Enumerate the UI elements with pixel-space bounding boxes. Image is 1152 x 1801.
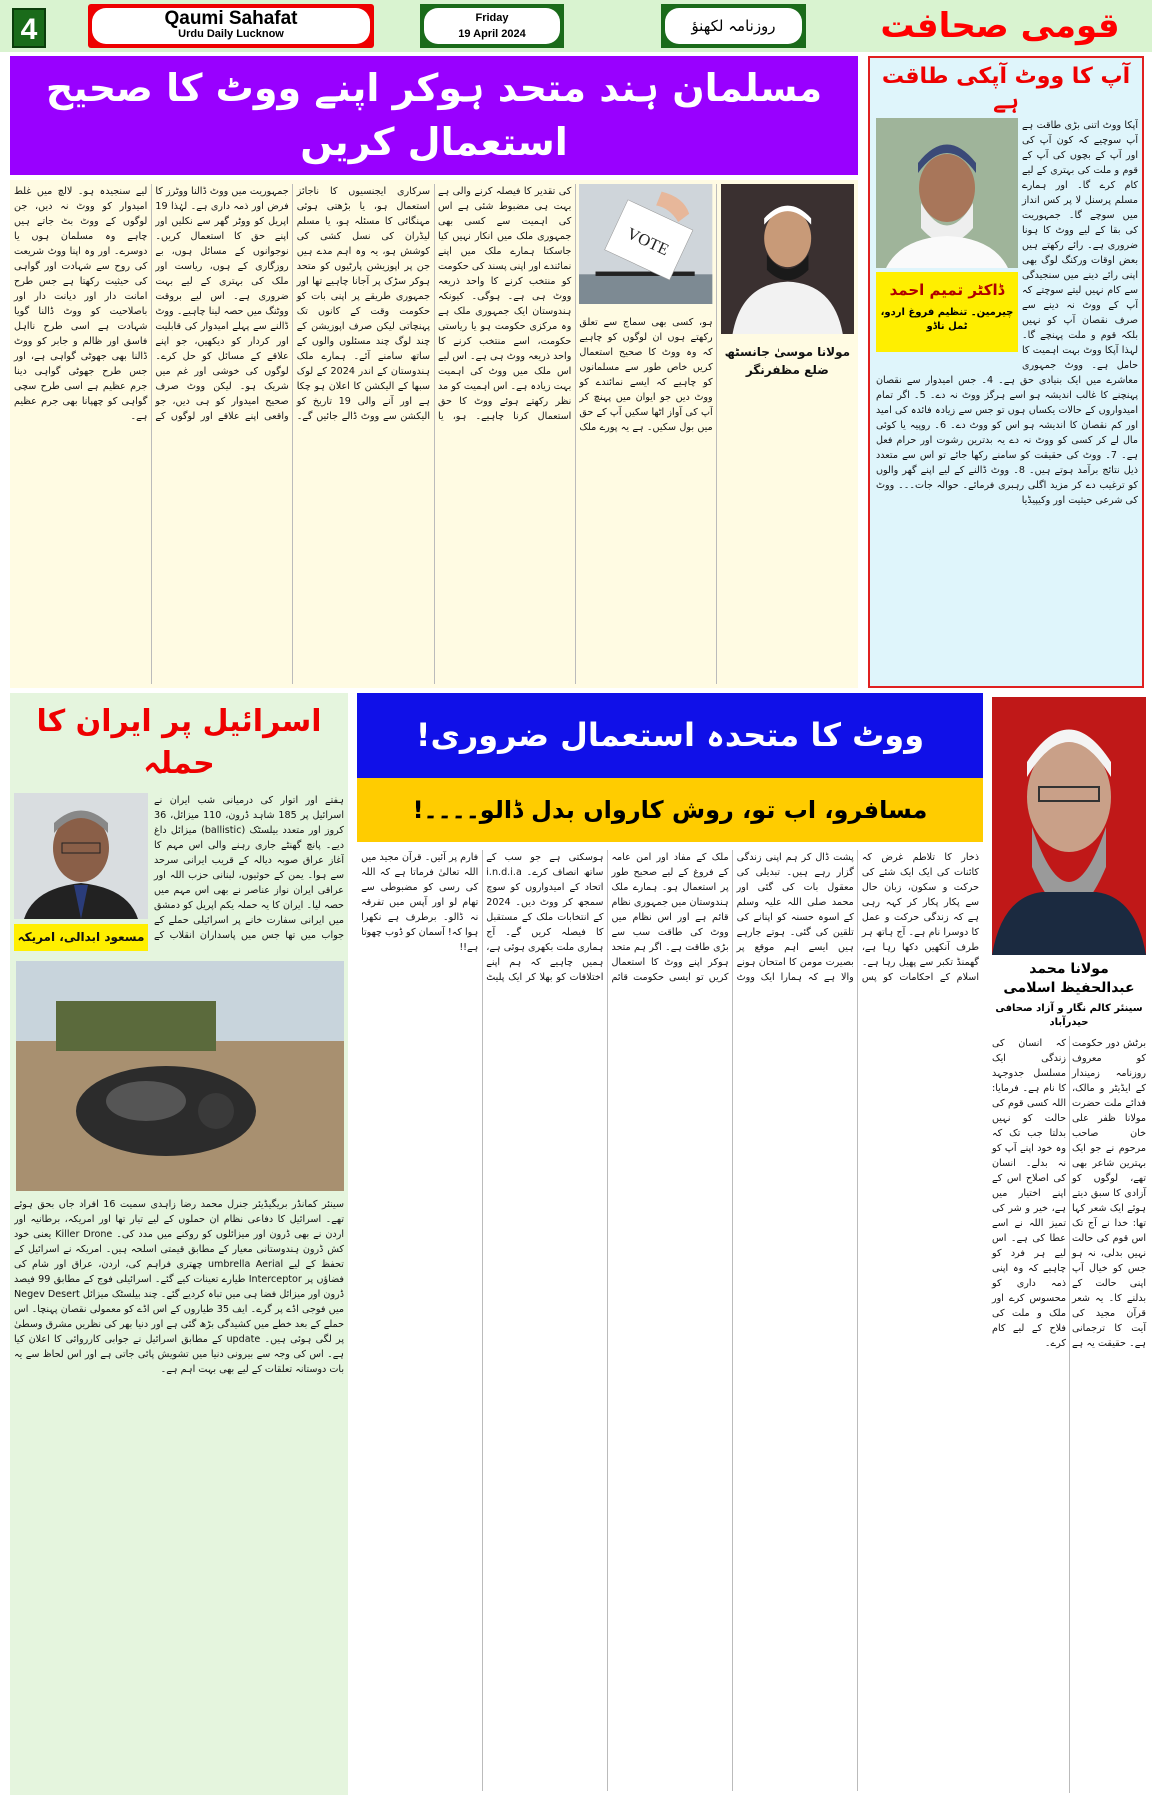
right-author-byline: مولانا محمد عبدالحفیظ اسلامی xyxy=(1003,961,1135,996)
vote-image-text: VOTE xyxy=(624,223,673,260)
sidebar-title: آپ کا ووٹ آپکی طاقت ہے xyxy=(881,64,1131,114)
left-article-text: ہفتے اور اتوار کی درمیانی شب ایران نے اسرائیل پر 185 شاہد ڈرون، 110 میزائل، 36 کروز اور متعدد بیلسٹک (ballistic) میزائل داغ دیے۔ پانچ گھنٹے جاری رہنے والی اس مہم کا آغاز عراق صوبہ دیالہ کے قریب ایرانی سرحد سے ہوا۔ یمن کے حوثیوں، لبنانی حزب اللہ اور عراقی ایران نواز عناصر نے بھی اس مہم میں حصہ لیا۔ ایران کا یہ حملہ یکم اپریل کو دمشق میں ایرانی سفارت خانے پر اسرائیلی حملے کے جواب میں تھا جس میں پاسداران انقلاب کے سینئر کمانڈر بریگیڈیئر جنرل محمد رضا زاہدی سمیت 16 افراد جاں بحق ہوئے تھے۔ اسرائیل کا دفاعی نظام ان حملوں کے لیے تیار تھا اور امریکہ، برطانیہ اور اردن نے بھی ڈرون اور میزائلوں کو روکنے میں مدد کی۔ Killer Drone یعنی خود کش ڈرون ہندوستانی معیار کے مطابق قیمتی اسلحہ ہیں۔ امریکہ نے اسرائیل کے تحفظ کے لیے umbrella Aerial چھتری فراہم کی، اردن، عراق اور شام کی فضاؤں پر Interceptor طیارے تعینات کیے گئے۔ اسرائیلی فوج کے مطابق 99 فیصد ڈرون اور میزائل فضا ہی میں تباہ کردیے گئے۔ چند بیلسٹک میزائل Negev Desert میں فوجی اڈے پر گرے۔ ایف 35 طیاروں کے اس اڈے کو معمولی نقصان پہنچا۔ اس حملے کے بعد خطے میں کشیدگی بڑھ گئی ہے اور دنیا بھر کی نظریں مشرق وسطیٰ پر لگی ہوئی ہیں۔ update کے مطابق اسرائیل نے جوابی کارروائی کا اعلان کیا ہے۔ اس کی وجہ سے بیرونی دنیا میں تشویش پائی جاتی ہے اور اس لحاظ سے یہ بات دوستانہ تعلقات کے لیے بھی بہت اہم ہے۔ xyxy=(14,795,344,1375)
date-box xyxy=(420,4,564,48)
sidebar-author-photo xyxy=(876,118,1018,268)
brand-logo-urdu: قومی صحافت xyxy=(880,6,1120,46)
left-author-photo xyxy=(14,793,148,919)
rozname-label: روزنامہ لکھنؤ xyxy=(665,8,802,44)
sidebar-byline-role: چیرمین۔ تنظیم فروغ اردو، ٹمل ناڈو xyxy=(880,307,1014,332)
top-article-text: ہو، کسی بھی سماج سے تعلق رکھتے ہوں ان لوگوں کو چاہیے کہ وہ ووٹ کا صحیح استعمال کریں خاص طور سے مسلمانوں کو چاہیے کہ ایسے نمائندے کو ووٹ دیں جو ایوان میں پہنچ کر آپ کی آواز اٹھا سکیں آپ کے حق میں بول سکیں۔ ہے یہ پورے ملک کی تقدیر کا فیصلہ کرنے والی ہے بہت ہی مضبوط شئی ہے اس کی اہمیت سے کسی بھی جمہوری ملک میں انکار نہیں کیا جاسکتا ہمارے ملک میں اپنے نمائندے اور اپنی پسند کی حکومت کو منتخب کرنے کا واحد ذریعہ ووٹ ہی ہے۔ ہوگی۔ کیونکہ ہندوستان ایک جمہوری ملک ہے وہ مرکزی حکومت ہو یا ریاستی حکومت، اسے منتخب کرنے کا واحد ذریعہ ووٹ ہی ہے۔ اس لیے اس ملک میں ووٹ کی اہمیت بہت زیادہ ہے۔ اس اہمیت کو مد نظر رکھتے ہوئے ووٹ کا حق استعمال کرنا چاہیے۔ ہو، یا سرکاری ایجنسیوں کا ناجائز استعمال ہو، یا بڑھتی ہوئی مہنگائی کا مسئلہ ہو، یا مسلم لیڈران کی نسل کشی کی کوشش ہو، یہ وہ اہم مدے ہیں جن پر اپوزیشن پارٹیوں کو متحد ہوکر سڑک پر آجانا چاہیے تھا اور جمہوری طریقے پر اپنی بات کو حکومت وقت کے کانوں تک پہنچاتی لیکن صرف اپوزیشن کے چند لوگ چند مسئلوں والوں کے ساتھ سامنے آئے۔ ہمارے ملک ہندوستان کے اندر 2024 کے لوک سبھا کے الیکشن کا اعلان ہو چکا ہے اور آنے والی 19 تاریخ کو الیکشن سے ووٹ ڈالے جائیں گے۔ جمہوریت میں ووٹ ڈالنا ووٹرز کا فرض اور ذمہ داری ہے۔ لہٰذا 19 اپریل کو ووٹر گھر سے نکلیں اور اپنے حق کا استعمال کریں۔ نوجوانوں کے مسائل ہوں، بے روزگاری کے ہوں، ریاست اور ملک کی بہتری کے لیے بہت ضروری ہے۔ اس لیے بروقت ووٹنگ میں حصہ لینا چاہیے۔ ووٹ ڈالنے سے پہلے امیدوار کی قابلیت اور کردار کو دیکھیں، جو اپنے علاقے کے مسائل کو حل کرے۔ لوگوں کی خوشی اور غم میں شریک ہو۔ لیکن ووٹ صرف صحیح امیدوار کو ہی دیں، جو واقعی اپنے علاقے اور لوگوں کے لیے سنجیدہ ہو۔ لالچ میں غلط امیدوار کو ووٹ نہ دیں، جن لوگوں کے ووٹ بٹ جاتے ہیں چاہے وہ مسلمان ہوں یا دوسرے۔ اور وہ اپنا ووٹ شریعت کی روح سے شہادت اور گواہی کی حیثیت رکھتا ہے جس طرح امانت دار اور دیانت دار اور باصلاحیت کو ووٹ ڈالنا گویا شہادت ہے اسی طرح نااہل فاسق اور ظالم و جابر کو ووٹ ڈالنا بھی جھوٹی گواہی ہے، اور جس طرح جھوٹی گواہی دینا جرم عظیم ہے اسی طرح سچی گواہی کو چھپانا بھی جرم عظیم ہے۔ xyxy=(14,186,713,433)
left-author-photo-block xyxy=(14,793,148,951)
masthead-title: Qaumi Sahafat xyxy=(164,8,298,29)
right-author-subtitle: سینئر کالم نگار و آزاد صحافی حیدرآباد xyxy=(995,1003,1143,1028)
sidebar-article xyxy=(868,56,1144,688)
page-number: 4 xyxy=(12,8,46,48)
sidebar-text: آپکا ووٹ اتنی بڑی طاقت ہے آپ سوچیے کہ کون آپ کی اور آپ کے بچوں کی آپ کے قوم و ملت کی بہتری کے لیے کام کرے گا۔ اور ہمارے مسلم پرسنل لا پر کس انداز میں سوچے گا۔ جمہوریت کی بقا کے لیے ووٹ کا ہونا ضروری ہے۔ رائے رکھتے ہیں بعض اوقات ورکنگ لوگ بھی اپنی رائے دینے میں سنجیدگی سے کام نہیں لیتے سوچتے کہ آپ کے ووٹ نہ دینے سے صرف نقصان آپ کو نہیں بلکہ قوم و ملت پہنچے گا۔ لہذا آپکا ووٹ بہت اہمیت کا حامل ہے۔ ووٹ جمہوری معاشرے میں ایک بنیادی حق ہے۔ 4۔ جس امیدوار سے نقصان پہنچنے کا غالب اندیشہ ہو اسے ہرگز ووٹ نہ دے۔ 5۔ اگر تمام امیدواروں کے حالات یکساں ہوں تو جس سے زیادہ فائدہ کی امید اور کم نقصان کا اندیشہ ہو اس کو ووٹ دے۔ 6۔ روپیہ یا کوئی مال لے کر کسی کو ووٹ نہ دے یہ بدترین رشوت اور حرام فعل ہے۔ 7۔ ووٹ کی حقیقت کو سامنے رکھا جائے تو اس سے متعدد ذیل نتائج برآمد ہوتے ہیں۔ 8۔ ووٹ ڈالنے کے لیے اپنے گھر والوں کو ترغیب دے کر مزید اگلی رہبری فرمائے۔ حوالہ جات۔۔۔ ووٹ کی شرعی حیثیت اور وکیپیڈیا xyxy=(876,120,1138,506)
missile-image xyxy=(14,961,344,1191)
left-author-byline: مسعود ابدالی، امریکہ xyxy=(14,924,148,951)
author-byline: مولانا موسیٰ جانسٹھ ضلع مظفرنگر xyxy=(724,345,851,377)
sidebar-byline-name: ڈاکٹر تمیم احمد xyxy=(889,281,1005,299)
left-article-body xyxy=(14,793,344,1789)
author-photo xyxy=(721,184,854,334)
left-article xyxy=(10,693,348,1795)
right-article-text: برٹش دور حکومت کو معروف روزنامہ زمیندار کے ایڈیٹر و مالک، فدائے ملت حضرت مولانا ظفر علی خان صاحب مرحوم نے جو ایک بہترین شاعر بھی تھے، لوگوں کو آزادی کا سبق دیتے ہوئے ایک شعر کہا تھا: خدا نے آج تک اس قوم کی حالت نہیں بدلی، نہ ہو جس کو خیال آپ اپنی حالت کے بدلنے کا۔ یہ شعر قرآن مجید کی آیت کا ترجمانی ہے۔ حقیقت یہ ہے کہ انسان کی زندگی ایک مسلسل جدوجہد کا نام ہے۔ فرمایا: اللہ کسی قوم کی حالت کو نہیں بدلتا جب تک کہ وہ خود اپنے آپ کو نہ بدلے۔ انسان کی اصلاح اس کے اپنے اختیار میں ہے، خیر و شر کی تمیز اللہ نے اسے عطا کی ہے۔ اس لیے ہر فرد کو چاہیے کہ وہ اپنی ذمہ داری کو محسوس کرے اور ملک و ملت کی فلاح کے لیے کام کرے۔ xyxy=(992,1038,1146,1349)
top-headline: مسلمان ہند متحد ہوکر اپنے ووٹ کا صحیح استعمال کریں xyxy=(10,56,858,175)
masthead-subtitle: Urdu Daily Lucknow xyxy=(178,28,284,40)
rozname-box xyxy=(661,4,806,48)
middle-subheadline: مسافرو، اب تو، روش کارواں بدل ڈالو۔۔۔۔! xyxy=(357,778,983,842)
masthead xyxy=(88,4,374,48)
right-article xyxy=(990,960,1148,1795)
day-label: Friday xyxy=(475,12,509,24)
vote-image xyxy=(579,184,712,309)
top-article-body xyxy=(10,180,858,688)
page-header xyxy=(0,0,1152,52)
right-author-photo xyxy=(992,697,1146,955)
middle-headline: ووٹ کا متحدہ استعمال ضروری! xyxy=(357,693,983,778)
author-photo-block xyxy=(721,184,854,383)
left-headline: اسرائیل پر ایران کا حملہ xyxy=(36,704,322,781)
sidebar-byline xyxy=(876,272,1018,352)
middle-article-body xyxy=(357,846,983,1795)
date-label: 19 April 2024 xyxy=(458,28,526,40)
middle-article-text: ذخار کا تلاطم غرض کہ کائنات کی ایک ایک شئے کی حرکت و سکون، زبان حال سے پکار پکار کر کہہ رہی ہے کہ زندگی حرکت و عمل کا دوسرا نام ہے۔ آج ہاتھ ہر طرف آنکھیں دکھا رہا ہے، گھمنڈ تکبر سے پھیل رہا ہے۔ اسلام کے احکامات کو پس پشت ڈال کر ہم اپنی زندگی گزار رہے ہیں۔ تبدیلی کی معقول بات کی گئی اور محمد صلی اللہ علیہ وسلم کے اسوہ حسنہ کو اپنانے کی تلقین کی گئی۔ ہوتے جارہے ہیں ایسے اہم موقع پر بصیرت مومن کا امتحان ہونے والا ہے کہ ہمارا ایک ووٹ ملک کے مفاد اور امن عامہ کے فروغ کے لیے صحیح طور پر استعمال ہو۔ ہمارے ملک ہندوستان میں جمہوری نظام قائم ہے اور اس نظام میں ووٹ کی طاقت سب سے بڑی طاقت ہے۔ اگر ہم متحد ہوکر اپنے ووٹ کا استعمال کریں تو ایسی حکومت قائم ہوسکتی ہے جو سب کے ساتھ انصاف کرے۔ i.n.d.i.a اتحاد کے امیدواروں کو سوچ سمجھ کر ووٹ دیں۔ 2024 کے انتخابات ملک کے مستقبل کا فیصلہ کریں گے۔ آج ہماری ملت بکھری ہوئی ہے، ہمیں چاہیے کہ ہم اپنے اختلافات کو بھلا کر ایک پلیٹ فارم پر آئیں۔ قرآن مجید میں اللہ تعالیٰ فرماتا ہے کہ اللہ کی رسی کو مضبوطی سے تھام لو اور آپس میں تفرقہ نہ ڈالو۔ برطرف ہے نکھرا ہوا کہ! آسمان کو ڈوب چھوتا ہے!! xyxy=(361,852,979,983)
right-article-body xyxy=(990,1034,1148,1795)
